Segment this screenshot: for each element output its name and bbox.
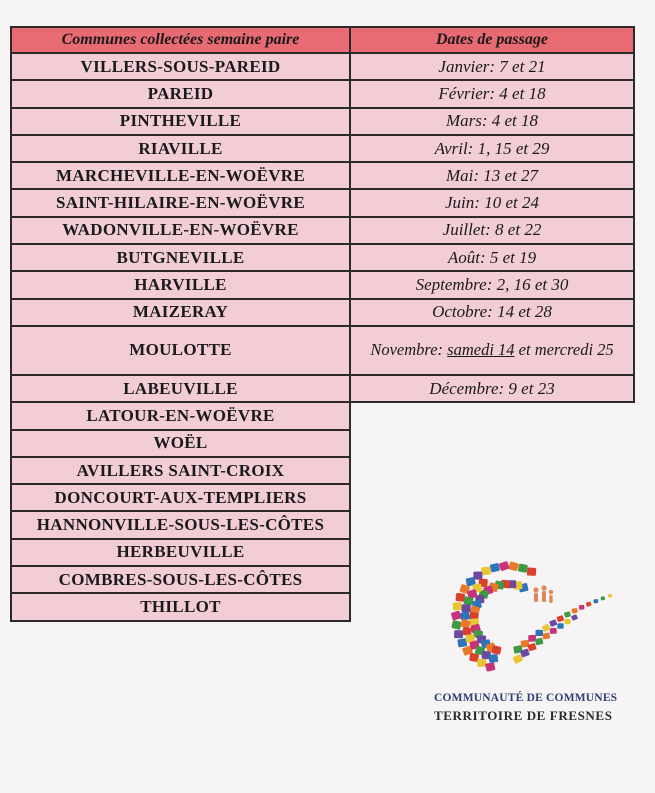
collection-schedule [10,26,635,622]
table-row [11,217,634,244]
date-cell [350,326,634,375]
commune-cell: THILLOT [11,593,350,620]
commune-cell: SAINT-HILAIRE-EN-WOËVRE [11,189,350,216]
logo-line-1: COMMUNAUTÉ DE COMMUNES [434,692,618,704]
commune-cell: COMBRES-SOUS-LES-CÔTES [11,566,350,593]
people-figures-icon [533,585,553,603]
empty-cell [350,402,634,429]
table-row [11,53,634,80]
commune-cell: PAREID [11,80,350,107]
commune-cell: AVILLERS SAINT-CROIX [11,457,350,484]
commune-cell: MARCHEVILLE-EN-WOËVRE [11,162,350,189]
empty-cell [350,484,634,511]
table-row [11,80,634,107]
logo [438,558,618,676]
commune-cell: HANNONVILLE-SOUS-LES-CÔTES [11,511,350,538]
commune-cell: LATOUR-EN-WOËVRE [11,402,350,429]
date-cell: Septembre: 2, 16 et 30 [350,271,634,298]
table-row [11,271,634,298]
commune-cell: WOËL [11,430,350,457]
table-row [11,135,634,162]
date-cell: Février: 4 et 18 [350,80,634,107]
commune-cell: BUTGNEVILLE [11,244,350,271]
table-row [11,511,634,538]
date-cell: Avril: 1, 15 et 29 [350,135,634,162]
commune-cell: RIAVILLE [11,135,350,162]
table-row [11,457,634,484]
header-communes: Communes collectées semaine paire [11,27,350,53]
schedule-table [10,26,635,622]
date-cell: Mai: 13 et 27 [350,162,634,189]
empty-cell [350,511,634,538]
header-dates: Dates de passage [350,27,634,53]
date-cell: Décembre: 9 et 23 [350,375,634,402]
date-cell: Juin: 10 et 24 [350,189,634,216]
table-row [11,484,634,511]
table-row [11,375,634,402]
commune-cell: HARVILLE [11,271,350,298]
table-row [11,244,634,271]
logo-caption [434,692,634,724]
commune-cell: LABEUVILLE [11,375,350,402]
commune-cell: DONCOURT-AUX-TEMPLIERS [11,484,350,511]
table-row [11,189,634,216]
date-prefix: Novembre: [370,340,448,360]
commune-cell: HERBEUVILLE [11,539,350,566]
empty-cell [350,430,634,457]
date-underlined: samedi 14 [447,340,515,360]
table-header-row [11,27,634,53]
table-row [11,326,634,375]
table-row [11,299,634,326]
commune-cell: MAIZERAY [11,299,350,326]
date-cell: Octobre: 14 et 28 [350,299,634,326]
commune-cell: WADONVILLE-EN-WOËVRE [11,217,350,244]
date-cell: Août: 5 et 19 [350,244,634,271]
commune-cell: VILLERS-SOUS-PAREID [11,53,350,80]
commune-cell: MOULOTTE [11,326,350,375]
date-cell: Mars: 4 et 18 [350,108,634,135]
date-cell: Janvier: 7 et 21 [350,53,634,80]
empty-cell [350,457,634,484]
logo-line-2: TERRITOIRE DE FRESNES [434,708,613,723]
date-suffix: et mercredi 25 [514,340,614,360]
table-row [11,108,634,135]
commune-cell: PINTHEVILLE [11,108,350,135]
date-cell: Juillet: 8 et 22 [350,217,634,244]
table-row [11,402,634,429]
table-row [11,430,634,457]
table-row [11,162,634,189]
logo-mosaic-icon [438,558,618,676]
